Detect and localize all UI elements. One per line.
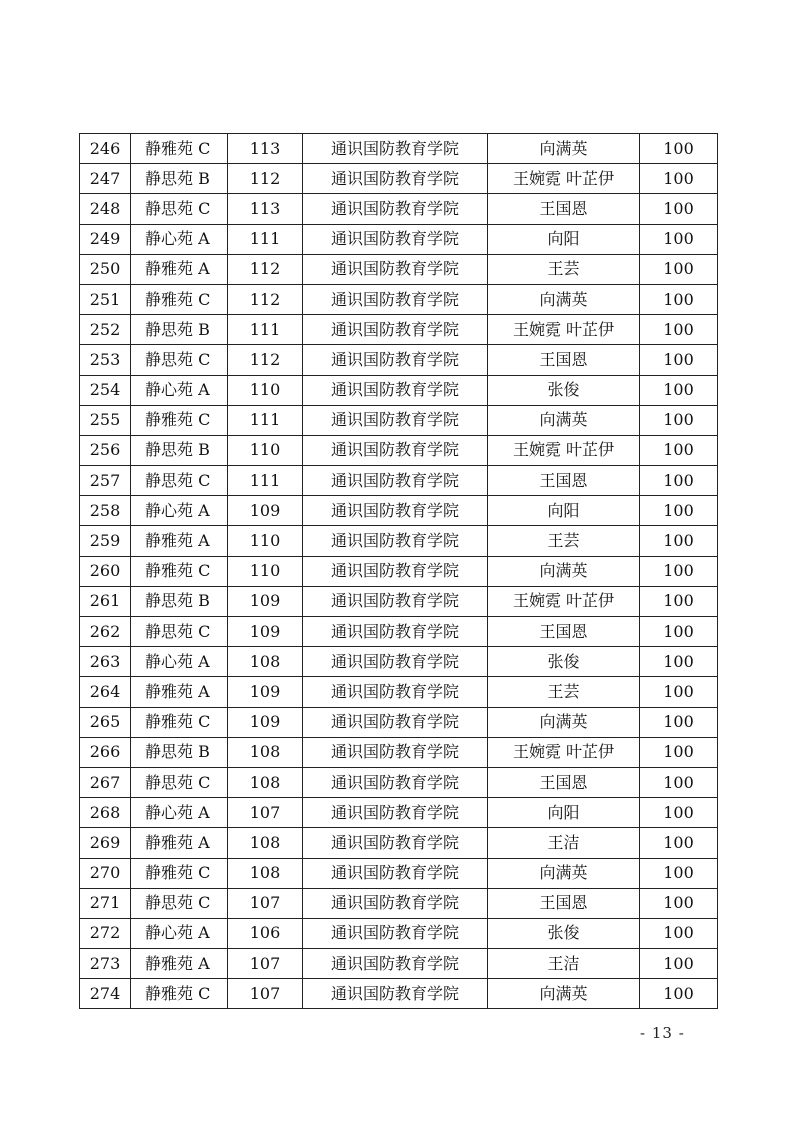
table-row bbox=[80, 435, 718, 465]
table-row bbox=[80, 888, 718, 918]
score-cell: 100 bbox=[640, 737, 718, 767]
table-row bbox=[80, 586, 718, 616]
building-cell: 静雅苑 A bbox=[131, 949, 228, 979]
counselor-cell: 王国恩 bbox=[488, 888, 640, 918]
row-number-cell: 272 bbox=[80, 918, 131, 948]
table-row bbox=[80, 164, 718, 194]
table-row bbox=[80, 194, 718, 224]
score-cell: 100 bbox=[640, 254, 718, 284]
building-cell: 静雅苑 A bbox=[131, 677, 228, 707]
counselor-cell: 向阳 bbox=[488, 798, 640, 828]
building-cell: 静思苑 C bbox=[131, 767, 228, 797]
room-number-cell: 107 bbox=[228, 949, 303, 979]
score-cell: 100 bbox=[640, 315, 718, 345]
college-cell: 通识国防教育学院 bbox=[303, 828, 488, 858]
table-row bbox=[80, 254, 718, 284]
score-cell: 100 bbox=[640, 164, 718, 194]
building-cell: 静雅苑 C bbox=[131, 284, 228, 314]
college-cell: 通识国防教育学院 bbox=[303, 315, 488, 345]
room-number-cell: 110 bbox=[228, 375, 303, 405]
table-row bbox=[80, 345, 718, 375]
row-number-cell: 262 bbox=[80, 617, 131, 647]
college-cell: 通识国防教育学院 bbox=[303, 284, 488, 314]
row-number-cell: 267 bbox=[80, 767, 131, 797]
room-number-cell: 111 bbox=[228, 405, 303, 435]
room-number-cell: 111 bbox=[228, 466, 303, 496]
counselor-cell: 向满英 bbox=[488, 134, 640, 164]
counselor-cell: 向阳 bbox=[488, 224, 640, 254]
college-cell: 通识国防教育学院 bbox=[303, 737, 488, 767]
row-number-cell: 260 bbox=[80, 556, 131, 586]
college-cell: 通识国防教育学院 bbox=[303, 224, 488, 254]
room-number-cell: 112 bbox=[228, 284, 303, 314]
college-cell: 通识国防教育学院 bbox=[303, 345, 488, 375]
counselor-cell: 王洁 bbox=[488, 949, 640, 979]
table-row bbox=[80, 737, 718, 767]
row-number-cell: 259 bbox=[80, 526, 131, 556]
college-cell: 通识国防教育学院 bbox=[303, 375, 488, 405]
counselor-cell: 向满英 bbox=[488, 979, 640, 1009]
college-cell: 通识国防教育学院 bbox=[303, 617, 488, 647]
row-number-cell: 252 bbox=[80, 315, 131, 345]
table-row bbox=[80, 798, 718, 828]
table-row bbox=[80, 496, 718, 526]
row-number-cell: 263 bbox=[80, 647, 131, 677]
building-cell: 静心苑 A bbox=[131, 798, 228, 828]
row-number-cell: 268 bbox=[80, 798, 131, 828]
row-number-cell: 273 bbox=[80, 949, 131, 979]
table-row bbox=[80, 284, 718, 314]
building-cell: 静思苑 B bbox=[131, 435, 228, 465]
room-number-cell: 108 bbox=[228, 858, 303, 888]
score-cell: 100 bbox=[640, 707, 718, 737]
college-cell: 通识国防教育学院 bbox=[303, 677, 488, 707]
table-row bbox=[80, 707, 718, 737]
row-number-cell: 266 bbox=[80, 737, 131, 767]
score-cell: 100 bbox=[640, 284, 718, 314]
row-number-cell: 258 bbox=[80, 496, 131, 526]
building-cell: 静雅苑 C bbox=[131, 858, 228, 888]
table-row bbox=[80, 617, 718, 647]
score-cell: 100 bbox=[640, 345, 718, 375]
room-number-cell: 108 bbox=[228, 737, 303, 767]
row-number-cell: 253 bbox=[80, 345, 131, 375]
counselor-cell: 王国恩 bbox=[488, 345, 640, 375]
room-number-cell: 110 bbox=[228, 435, 303, 465]
building-cell: 静心苑 A bbox=[131, 224, 228, 254]
score-cell: 100 bbox=[640, 496, 718, 526]
table-row bbox=[80, 375, 718, 405]
college-cell: 通识国防教育学院 bbox=[303, 767, 488, 797]
row-number-cell: 261 bbox=[80, 586, 131, 616]
score-cell: 100 bbox=[640, 858, 718, 888]
counselor-cell: 王婉霓 叶芷伊 bbox=[488, 586, 640, 616]
room-number-cell: 112 bbox=[228, 254, 303, 284]
row-number-cell: 247 bbox=[80, 164, 131, 194]
building-cell: 静思苑 B bbox=[131, 586, 228, 616]
row-number-cell: 248 bbox=[80, 194, 131, 224]
row-number-cell: 265 bbox=[80, 707, 131, 737]
room-number-cell: 107 bbox=[228, 798, 303, 828]
score-cell: 100 bbox=[640, 586, 718, 616]
building-cell: 静思苑 B bbox=[131, 164, 228, 194]
building-cell: 静心苑 A bbox=[131, 375, 228, 405]
college-cell: 通识国防教育学院 bbox=[303, 556, 488, 586]
room-number-cell: 109 bbox=[228, 586, 303, 616]
row-number-cell: 256 bbox=[80, 435, 131, 465]
table-row bbox=[80, 949, 718, 979]
counselor-cell: 王洁 bbox=[488, 828, 640, 858]
room-number-cell: 113 bbox=[228, 194, 303, 224]
college-cell: 通识国防教育学院 bbox=[303, 918, 488, 948]
counselor-cell: 向满英 bbox=[488, 284, 640, 314]
building-cell: 静思苑 B bbox=[131, 737, 228, 767]
page-number: - 13 - bbox=[640, 1024, 685, 1042]
college-cell: 通识国防教育学院 bbox=[303, 526, 488, 556]
table-row bbox=[80, 828, 718, 858]
counselor-cell: 王国恩 bbox=[488, 617, 640, 647]
room-number-cell: 109 bbox=[228, 707, 303, 737]
counselor-cell: 王国恩 bbox=[488, 767, 640, 797]
building-cell: 静思苑 C bbox=[131, 617, 228, 647]
building-cell: 静思苑 C bbox=[131, 194, 228, 224]
counselor-cell: 张俊 bbox=[488, 375, 640, 405]
room-number-cell: 109 bbox=[228, 677, 303, 707]
building-cell: 静思苑 B bbox=[131, 315, 228, 345]
college-cell: 通识国防教育学院 bbox=[303, 798, 488, 828]
room-number-cell: 112 bbox=[228, 345, 303, 375]
building-cell: 静心苑 A bbox=[131, 918, 228, 948]
building-cell: 静心苑 A bbox=[131, 647, 228, 677]
table-row bbox=[80, 979, 718, 1009]
college-cell: 通识国防教育学院 bbox=[303, 466, 488, 496]
building-cell: 静心苑 A bbox=[131, 496, 228, 526]
room-number-cell: 109 bbox=[228, 617, 303, 647]
score-cell: 100 bbox=[640, 888, 718, 918]
building-cell: 静雅苑 A bbox=[131, 254, 228, 284]
building-cell: 静思苑 C bbox=[131, 466, 228, 496]
table-row bbox=[80, 556, 718, 586]
building-cell: 静雅苑 C bbox=[131, 556, 228, 586]
row-number-cell: 264 bbox=[80, 677, 131, 707]
building-cell: 静雅苑 C bbox=[131, 979, 228, 1009]
table-row bbox=[80, 647, 718, 677]
score-cell: 100 bbox=[640, 375, 718, 405]
table-row bbox=[80, 918, 718, 948]
score-cell: 100 bbox=[640, 798, 718, 828]
building-cell: 静雅苑 C bbox=[131, 707, 228, 737]
row-number-cell: 246 bbox=[80, 134, 131, 164]
table-row bbox=[80, 526, 718, 556]
college-cell: 通识国防教育学院 bbox=[303, 164, 488, 194]
table-row bbox=[80, 767, 718, 797]
college-cell: 通识国防教育学院 bbox=[303, 194, 488, 224]
score-cell: 100 bbox=[640, 767, 718, 797]
table-row bbox=[80, 677, 718, 707]
counselor-cell: 向阳 bbox=[488, 496, 640, 526]
row-number-cell: 251 bbox=[80, 284, 131, 314]
counselor-cell: 张俊 bbox=[488, 647, 640, 677]
room-number-cell: 108 bbox=[228, 647, 303, 677]
room-number-cell: 107 bbox=[228, 979, 303, 1009]
table-row bbox=[80, 315, 718, 345]
building-cell: 静雅苑 C bbox=[131, 405, 228, 435]
room-number-cell: 110 bbox=[228, 556, 303, 586]
row-number-cell: 274 bbox=[80, 979, 131, 1009]
counselor-cell: 王国恩 bbox=[488, 194, 640, 224]
score-cell: 100 bbox=[640, 526, 718, 556]
counselor-cell: 向满英 bbox=[488, 556, 640, 586]
row-number-cell: 271 bbox=[80, 888, 131, 918]
table-body bbox=[80, 134, 718, 1009]
table-row bbox=[80, 405, 718, 435]
college-cell: 通识国防教育学院 bbox=[303, 496, 488, 526]
building-cell: 静思苑 C bbox=[131, 888, 228, 918]
room-number-cell: 108 bbox=[228, 828, 303, 858]
row-number-cell: 269 bbox=[80, 828, 131, 858]
row-number-cell: 250 bbox=[80, 254, 131, 284]
table-row bbox=[80, 134, 718, 164]
room-number-cell: 113 bbox=[228, 134, 303, 164]
counselor-cell: 张俊 bbox=[488, 918, 640, 948]
building-cell: 静雅苑 C bbox=[131, 134, 228, 164]
college-cell: 通识国防教育学院 bbox=[303, 979, 488, 1009]
table-row bbox=[80, 224, 718, 254]
college-cell: 通识国防教育学院 bbox=[303, 858, 488, 888]
room-number-cell: 111 bbox=[228, 224, 303, 254]
score-cell: 100 bbox=[640, 647, 718, 677]
counselor-cell: 王婉霓 叶芷伊 bbox=[488, 315, 640, 345]
college-cell: 通识国防教育学院 bbox=[303, 405, 488, 435]
table-row bbox=[80, 466, 718, 496]
row-number-cell: 254 bbox=[80, 375, 131, 405]
dormitory-score-table bbox=[79, 133, 718, 1009]
row-number-cell: 249 bbox=[80, 224, 131, 254]
counselor-cell: 王婉霓 叶芷伊 bbox=[488, 737, 640, 767]
table-row bbox=[80, 858, 718, 888]
building-cell: 静雅苑 A bbox=[131, 828, 228, 858]
building-cell: 静雅苑 A bbox=[131, 526, 228, 556]
counselor-cell: 王芸 bbox=[488, 526, 640, 556]
room-number-cell: 112 bbox=[228, 164, 303, 194]
score-cell: 100 bbox=[640, 979, 718, 1009]
room-number-cell: 108 bbox=[228, 767, 303, 797]
counselor-cell: 王芸 bbox=[488, 254, 640, 284]
counselor-cell: 王芸 bbox=[488, 677, 640, 707]
room-number-cell: 109 bbox=[228, 496, 303, 526]
counselor-cell: 王婉霓 叶芷伊 bbox=[488, 435, 640, 465]
room-number-cell: 106 bbox=[228, 918, 303, 948]
score-cell: 100 bbox=[640, 194, 718, 224]
score-cell: 100 bbox=[640, 224, 718, 254]
counselor-cell: 向满英 bbox=[488, 405, 640, 435]
counselor-cell: 王国恩 bbox=[488, 466, 640, 496]
score-cell: 100 bbox=[640, 677, 718, 707]
room-number-cell: 111 bbox=[228, 315, 303, 345]
counselor-cell: 向满英 bbox=[488, 858, 640, 888]
score-cell: 100 bbox=[640, 918, 718, 948]
score-cell: 100 bbox=[640, 466, 718, 496]
counselor-cell: 王婉霓 叶芷伊 bbox=[488, 164, 640, 194]
room-number-cell: 107 bbox=[228, 888, 303, 918]
building-cell: 静思苑 C bbox=[131, 345, 228, 375]
score-cell: 100 bbox=[640, 435, 718, 465]
college-cell: 通识国防教育学院 bbox=[303, 254, 488, 284]
college-cell: 通识国防教育学院 bbox=[303, 586, 488, 616]
score-cell: 100 bbox=[640, 828, 718, 858]
row-number-cell: 257 bbox=[80, 466, 131, 496]
counselor-cell: 向满英 bbox=[488, 707, 640, 737]
score-cell: 100 bbox=[640, 949, 718, 979]
score-cell: 100 bbox=[640, 556, 718, 586]
row-number-cell: 270 bbox=[80, 858, 131, 888]
college-cell: 通识国防教育学院 bbox=[303, 888, 488, 918]
college-cell: 通识国防教育学院 bbox=[303, 707, 488, 737]
score-cell: 100 bbox=[640, 134, 718, 164]
college-cell: 通识国防教育学院 bbox=[303, 134, 488, 164]
college-cell: 通识国防教育学院 bbox=[303, 647, 488, 677]
row-number-cell: 255 bbox=[80, 405, 131, 435]
score-cell: 100 bbox=[640, 617, 718, 647]
college-cell: 通识国防教育学院 bbox=[303, 435, 488, 465]
score-cell: 100 bbox=[640, 405, 718, 435]
college-cell: 通识国防教育学院 bbox=[303, 949, 488, 979]
room-number-cell: 110 bbox=[228, 526, 303, 556]
